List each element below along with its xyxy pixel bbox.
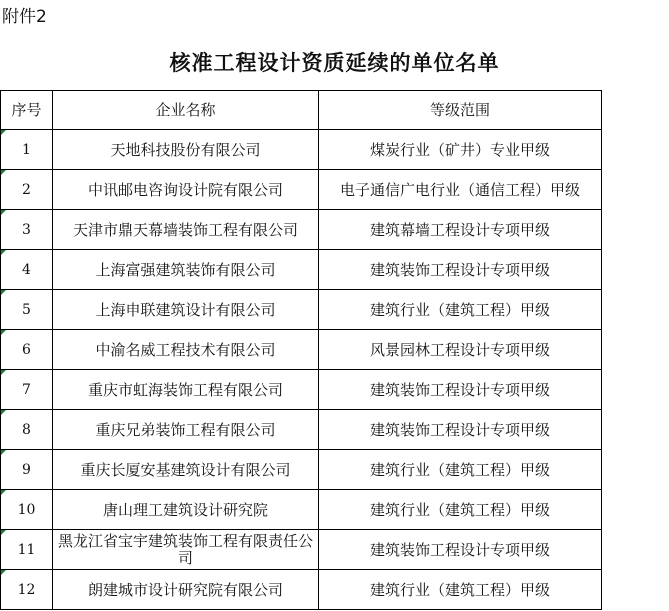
attachment-label: 附件2 xyxy=(2,7,47,27)
table-row xyxy=(1,450,602,490)
row-serial-number: 7 xyxy=(1,370,53,410)
document-title: 核准工程设计资质延续的单位名单 xyxy=(169,51,500,75)
table-row xyxy=(1,250,602,290)
row-grade-scope: 建筑行业（建筑工程）甲级 xyxy=(319,450,602,490)
row-company-name: 上海申联建筑设计有限公司 xyxy=(53,290,319,330)
row-grade-scope: 建筑行业（建筑工程）甲级 xyxy=(319,570,602,610)
row-grade-scope: 建筑行业（建筑工程）甲级 xyxy=(319,490,602,530)
table-row xyxy=(1,290,602,330)
row-company-name: 朗建城市设计研究院有限公司 xyxy=(53,570,319,610)
row-serial-number: 11 xyxy=(1,530,53,570)
row-serial-number: 3 xyxy=(1,210,53,250)
row-company-name: 中渝名威工程技术有限公司 xyxy=(53,330,319,370)
row-serial-number: 1 xyxy=(1,130,53,170)
row-company-name: 上海富强建筑装饰有限公司 xyxy=(53,250,319,290)
row-grade-scope: 建筑装饰工程设计专项甲级 xyxy=(319,530,602,570)
row-serial-number: 8 xyxy=(1,410,53,450)
header-grade-scope: 等级范围 xyxy=(319,91,602,130)
row-serial-number: 5 xyxy=(1,290,53,330)
row-serial-number: 9 xyxy=(1,450,53,490)
qualification-table xyxy=(0,90,602,610)
row-grade-scope: 建筑装饰工程设计专项甲级 xyxy=(319,250,602,290)
table-header-row xyxy=(1,91,602,130)
table-row xyxy=(1,170,602,210)
table-row xyxy=(1,210,602,250)
row-company-name: 天地科技股份有限公司 xyxy=(53,130,319,170)
row-company-name: 重庆长厦安基建筑设计有限公司 xyxy=(53,450,319,490)
header-serial-number: 序号 xyxy=(1,91,53,130)
table-row xyxy=(1,370,602,410)
row-company-name: 重庆市虹海装饰工程有限公司 xyxy=(53,370,319,410)
row-grade-scope: 电子通信广电行业（通信工程）甲级 xyxy=(319,170,602,210)
row-grade-scope: 风景园林工程设计专项甲级 xyxy=(319,330,602,370)
row-grade-scope: 建筑幕墙工程设计专项甲级 xyxy=(319,210,602,250)
row-serial-number: 6 xyxy=(1,330,53,370)
row-grade-scope: 煤炭行业（矿井）专业甲级 xyxy=(319,130,602,170)
table-row xyxy=(1,570,602,610)
table-row xyxy=(1,330,602,370)
row-company-name: 天津市鼎天幕墙装饰工程有限公司 xyxy=(53,210,319,250)
table-row xyxy=(1,490,602,530)
row-serial-number: 12 xyxy=(1,570,53,610)
row-serial-number: 2 xyxy=(1,170,53,210)
row-grade-scope: 建筑行业（建筑工程）甲级 xyxy=(319,290,602,330)
row-company-name: 重庆兄弟装饰工程有限公司 xyxy=(53,410,319,450)
row-company-name: 黑龙江省宝宇建筑装饰工程有限责任公司 xyxy=(53,530,319,570)
row-company-name: 唐山理工建筑设计研究院 xyxy=(53,490,319,530)
header-company-name: 企业名称 xyxy=(53,91,319,130)
row-serial-number: 4 xyxy=(1,250,53,290)
row-grade-scope: 建筑装饰工程设计专项甲级 xyxy=(319,370,602,410)
table-row xyxy=(1,530,602,570)
table-row xyxy=(1,130,602,170)
row-company-name: 中讯邮电咨询设计院有限公司 xyxy=(53,170,319,210)
row-grade-scope: 建筑装饰工程设计专项甲级 xyxy=(319,410,602,450)
table-row xyxy=(1,410,602,450)
row-serial-number: 10 xyxy=(1,490,53,530)
